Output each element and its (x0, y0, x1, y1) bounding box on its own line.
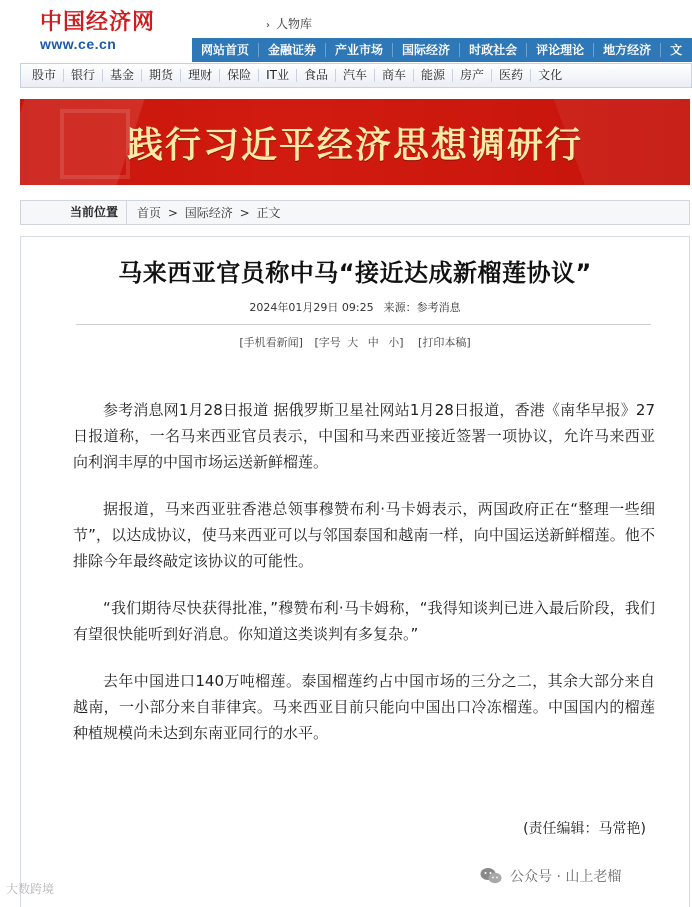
font-size-control (314, 336, 410, 349)
nav-item-home[interactable]: 网站首页 (192, 43, 259, 57)
nav-item-politics[interactable]: 时政社会 (460, 43, 527, 57)
article-source: 来源：参考消息 (383, 301, 461, 314)
subnav-item-banks[interactable]: 银行 (64, 69, 103, 82)
logo-chinese: 中国经济网 (40, 9, 156, 35)
article-meta (21, 299, 689, 315)
breadcrumb-separator: > (239, 206, 250, 220)
article-paragraph: 参考消息网1月28日报道 据俄罗斯卫星社网站1月28日报道，香港《南华早报》27日报道称，一名马来西亚官员表示，中国和马来西亚接近签署一项协议，允许马来西亚向利润丰厚的中国市场运送新鲜榴莲。 (73, 401, 655, 471)
breadcrumb-current: 正文 (256, 206, 281, 220)
breadcrumb-label: 当前位置 (21, 201, 127, 224)
breadcrumb-separator: > (167, 206, 178, 220)
people-library-label: 人物库 (276, 17, 313, 31)
subnav-item-stocks[interactable]: 股市 (25, 69, 64, 82)
article-body (73, 397, 655, 767)
subnav-item-it[interactable]: IT业 (259, 69, 297, 82)
font-size-small-button[interactable]: 小] (388, 336, 404, 349)
sub-navbar (20, 63, 692, 88)
wechat-icon (480, 867, 502, 885)
topic-banner[interactable] (20, 99, 690, 185)
nav-item-international[interactable]: 国际经济 (393, 43, 460, 57)
subnav-item-funds[interactable]: 基金 (103, 69, 142, 82)
people-library-link[interactable] (266, 15, 312, 32)
breadcrumb-bar (20, 200, 690, 225)
subnav-item-wealth[interactable]: 理财 (181, 69, 220, 82)
subnav-item-insurance[interactable]: 保险 (220, 69, 259, 82)
corner-watermark: 大数跨境 (6, 882, 55, 896)
subnav-item-energy[interactable]: 能源 (414, 69, 453, 82)
article-title: 马来西亚官员称中马“接近达成新榴莲协议” (118, 259, 592, 287)
nav-item-culture[interactable]: 文 (670, 43, 683, 57)
article-date: 2024年01月29日 09:25 (249, 301, 374, 314)
breadcrumb-home[interactable]: 首页 (137, 206, 162, 220)
font-size-large-button[interactable]: 大 (347, 336, 359, 349)
arrow-right-icon: › (266, 20, 270, 31)
nav-item-commentary[interactable]: 评论理论 (527, 43, 594, 57)
font-size-medium-button[interactable]: 中 (367, 336, 379, 349)
logo-url: www.ce.cn (40, 36, 117, 52)
nav-item-local[interactable]: 地方经济 (594, 43, 661, 57)
subnav-item-futures[interactable]: 期货 (142, 69, 181, 82)
nav-item-finance[interactable]: 金融证券 (259, 43, 326, 57)
mobile-news-link[interactable]: [手机看新闻] (239, 336, 303, 349)
font-size-label: [字号 (314, 336, 341, 349)
wechat-account-name: 公众号 · 山上老榴 (510, 869, 622, 885)
subnav-item-medicine[interactable]: 医药 (492, 69, 531, 82)
divider (76, 324, 651, 325)
article-tools (21, 334, 689, 350)
breadcrumb (127, 204, 283, 221)
site-logo[interactable] (40, 10, 170, 54)
subnav-item-auto[interactable]: 汽车 (336, 69, 375, 82)
article-paragraph: 去年中国进口140万吨榴莲。泰国榴莲约占中国市场的三分之二，其余大部分来自越南，一小部分来自菲律宾。马来西亚目前只能向中国出口冷冻榴莲。中国国内的榴莲种植规模尚未达到东南亚同行的水平。 (73, 672, 655, 742)
responsible-editor: (责任编辑：马常艳) (523, 821, 646, 837)
subnav-item-food[interactable]: 食品 (297, 69, 336, 82)
main-navbar (192, 38, 692, 62)
subnav-item-real-estate[interactable]: 房产 (453, 69, 492, 82)
subnav-item-culture[interactable]: 文化 (538, 68, 563, 82)
banner-title: 践行习近平经济思想调研行 (126, 123, 583, 166)
nav-item-industry[interactable]: 产业市场 (326, 43, 393, 57)
article-paragraph: 据报道，马来西亚驻香港总领事穆赞布利·马卡姆表示，两国政府正在“整理一些细节”，以达成协议，使马来西亚可以与邻国泰国和越南一样，向中国运送新鲜榴莲。他不排除今年最终敲定该协议的可能性。 (73, 500, 655, 570)
site-header (0, 0, 692, 62)
article-paragraph: “我们期待尽快获得批准，”穆赞布利·马卡姆称，“我得知谈判已进入最后阶段，我们有望很快能听到好消息。你知道这类谈判有多复杂。” (73, 599, 655, 643)
article-container (20, 236, 690, 907)
breadcrumb-international[interactable]: 国际经济 (184, 206, 233, 220)
wechat-watermark (480, 866, 621, 886)
subnav-item-commercial-vehicles[interactable]: 商车 (375, 69, 414, 82)
print-button[interactable]: [打印本稿] (418, 336, 471, 349)
